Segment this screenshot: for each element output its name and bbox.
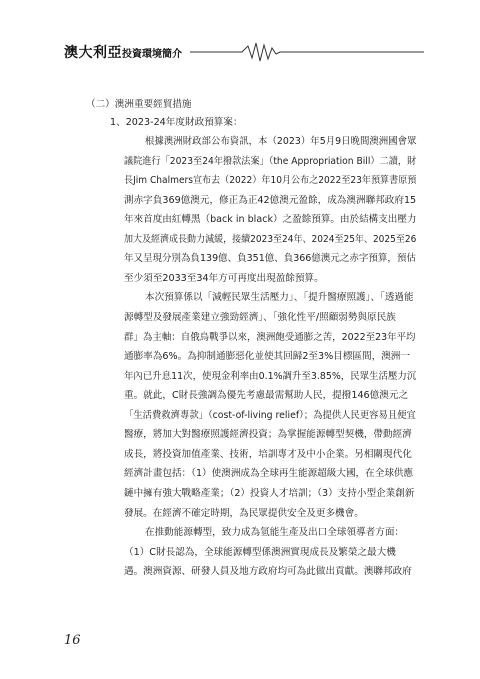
paragraph-line: 經濟計畫包括：（1）使澳洲成為全球再生能源超級大國，在全球供應 bbox=[124, 468, 414, 480]
page-number: 16 bbox=[64, 633, 81, 648]
header-title-main: 澳大利亞 bbox=[64, 45, 122, 61]
paragraph-line: 年內已升息11次，使現金利率由0.1%調升至3.85%，民眾生活壓力沉 bbox=[124, 370, 417, 382]
paragraph-line: 「生活費救濟專款」（cost-of-living relief）；為提供人民更容易且便宜 bbox=[124, 409, 416, 421]
paragraph-line: 遇。澳洲資源、研發人員及地方政府均可為此做出貢獻。澳聯邦政府 bbox=[124, 566, 412, 578]
subsection-heading: 1、2023-24年度財政預算案： bbox=[110, 117, 243, 128]
paragraph-line: 源轉型及發展產業建立強勁經濟」、「強化性平/照顧弱勢與原民族 bbox=[124, 312, 396, 323]
paragraph-line: 群」為主軸：自俄烏戰爭以來，澳洲飽受通膨之苦，2022至23年平均 bbox=[124, 331, 416, 343]
paragraph-line: 年又呈現分別為負139億、負351億、負366億澳元之赤字預算，預估 bbox=[124, 253, 416, 265]
paragraph-line: 成長，將投資加值產業、技術，培訓專才及中小企業。另相關現代化 bbox=[124, 448, 412, 460]
section-heading: （二）澳洲重要經貿措施 bbox=[86, 99, 192, 110]
paragraph-line: 通膨率為6%。為抑制通膨惡化並使其回歸2至3%目標區間，澳洲一 bbox=[124, 351, 410, 363]
paragraph-line: 重。就此，C財長強調為優先考慮最需幫助人民，提撥146億澳元之 bbox=[124, 390, 409, 402]
paragraph-line: 在推動能源轉型，致力成為氫能生產及出口全球領導者方面： bbox=[145, 527, 405, 538]
paragraph-line: 測赤字負369億澳元，修正為正42億澳元盈餘，成為澳洲聯邦政府15 bbox=[124, 194, 417, 206]
paragraph-line: 本次預算係以「減輕民眾生活壓力」、「提升醫療照護」、「透過能 bbox=[145, 292, 414, 304]
header-title-sub: 投資環境簡介 bbox=[122, 49, 182, 60]
paragraph-line: 醫療，將加大對醫療照護經濟投資；為掌握能源轉型契機，帶動經濟 bbox=[124, 429, 412, 441]
paragraph-line: 至少須至2033至34年方可再度出現盈餘預算。 bbox=[124, 272, 324, 284]
paragraph-line: 根據澳洲財政部公布資訊，本（2023）年5月9日晚間澳洲國會眾 bbox=[145, 136, 417, 147]
paragraph-line: （1）C財長認為，全球能源轉型係澳洲實現成長及繁榮之最大機 bbox=[124, 546, 396, 558]
paragraph-line: 長Jim Chalmers宣布去（2022）年10月公布之2022至23年預算書原預 bbox=[124, 175, 417, 187]
paragraph-line: 年來首度由紅轉黑（back in black）之盈餘預算。由於結構支出壓力 bbox=[124, 214, 417, 226]
paragraph-line: 鏈中擁有強大戰略產業；（2）投資人才培訓；（3）支持小型企業創新 bbox=[124, 487, 415, 499]
paragraph-line: 議院進行「2023至24年撥款法案」（the Appropriation Bill）二讀，財 bbox=[124, 155, 417, 167]
paragraph-line: 發展。在經濟不確定時期，為民眾提供安全及更多機會。 bbox=[124, 507, 364, 519]
paragraph-line: 加大及經濟成長動力減緩，接續2023至24年、2024至25年、2025至26 bbox=[124, 233, 417, 245]
